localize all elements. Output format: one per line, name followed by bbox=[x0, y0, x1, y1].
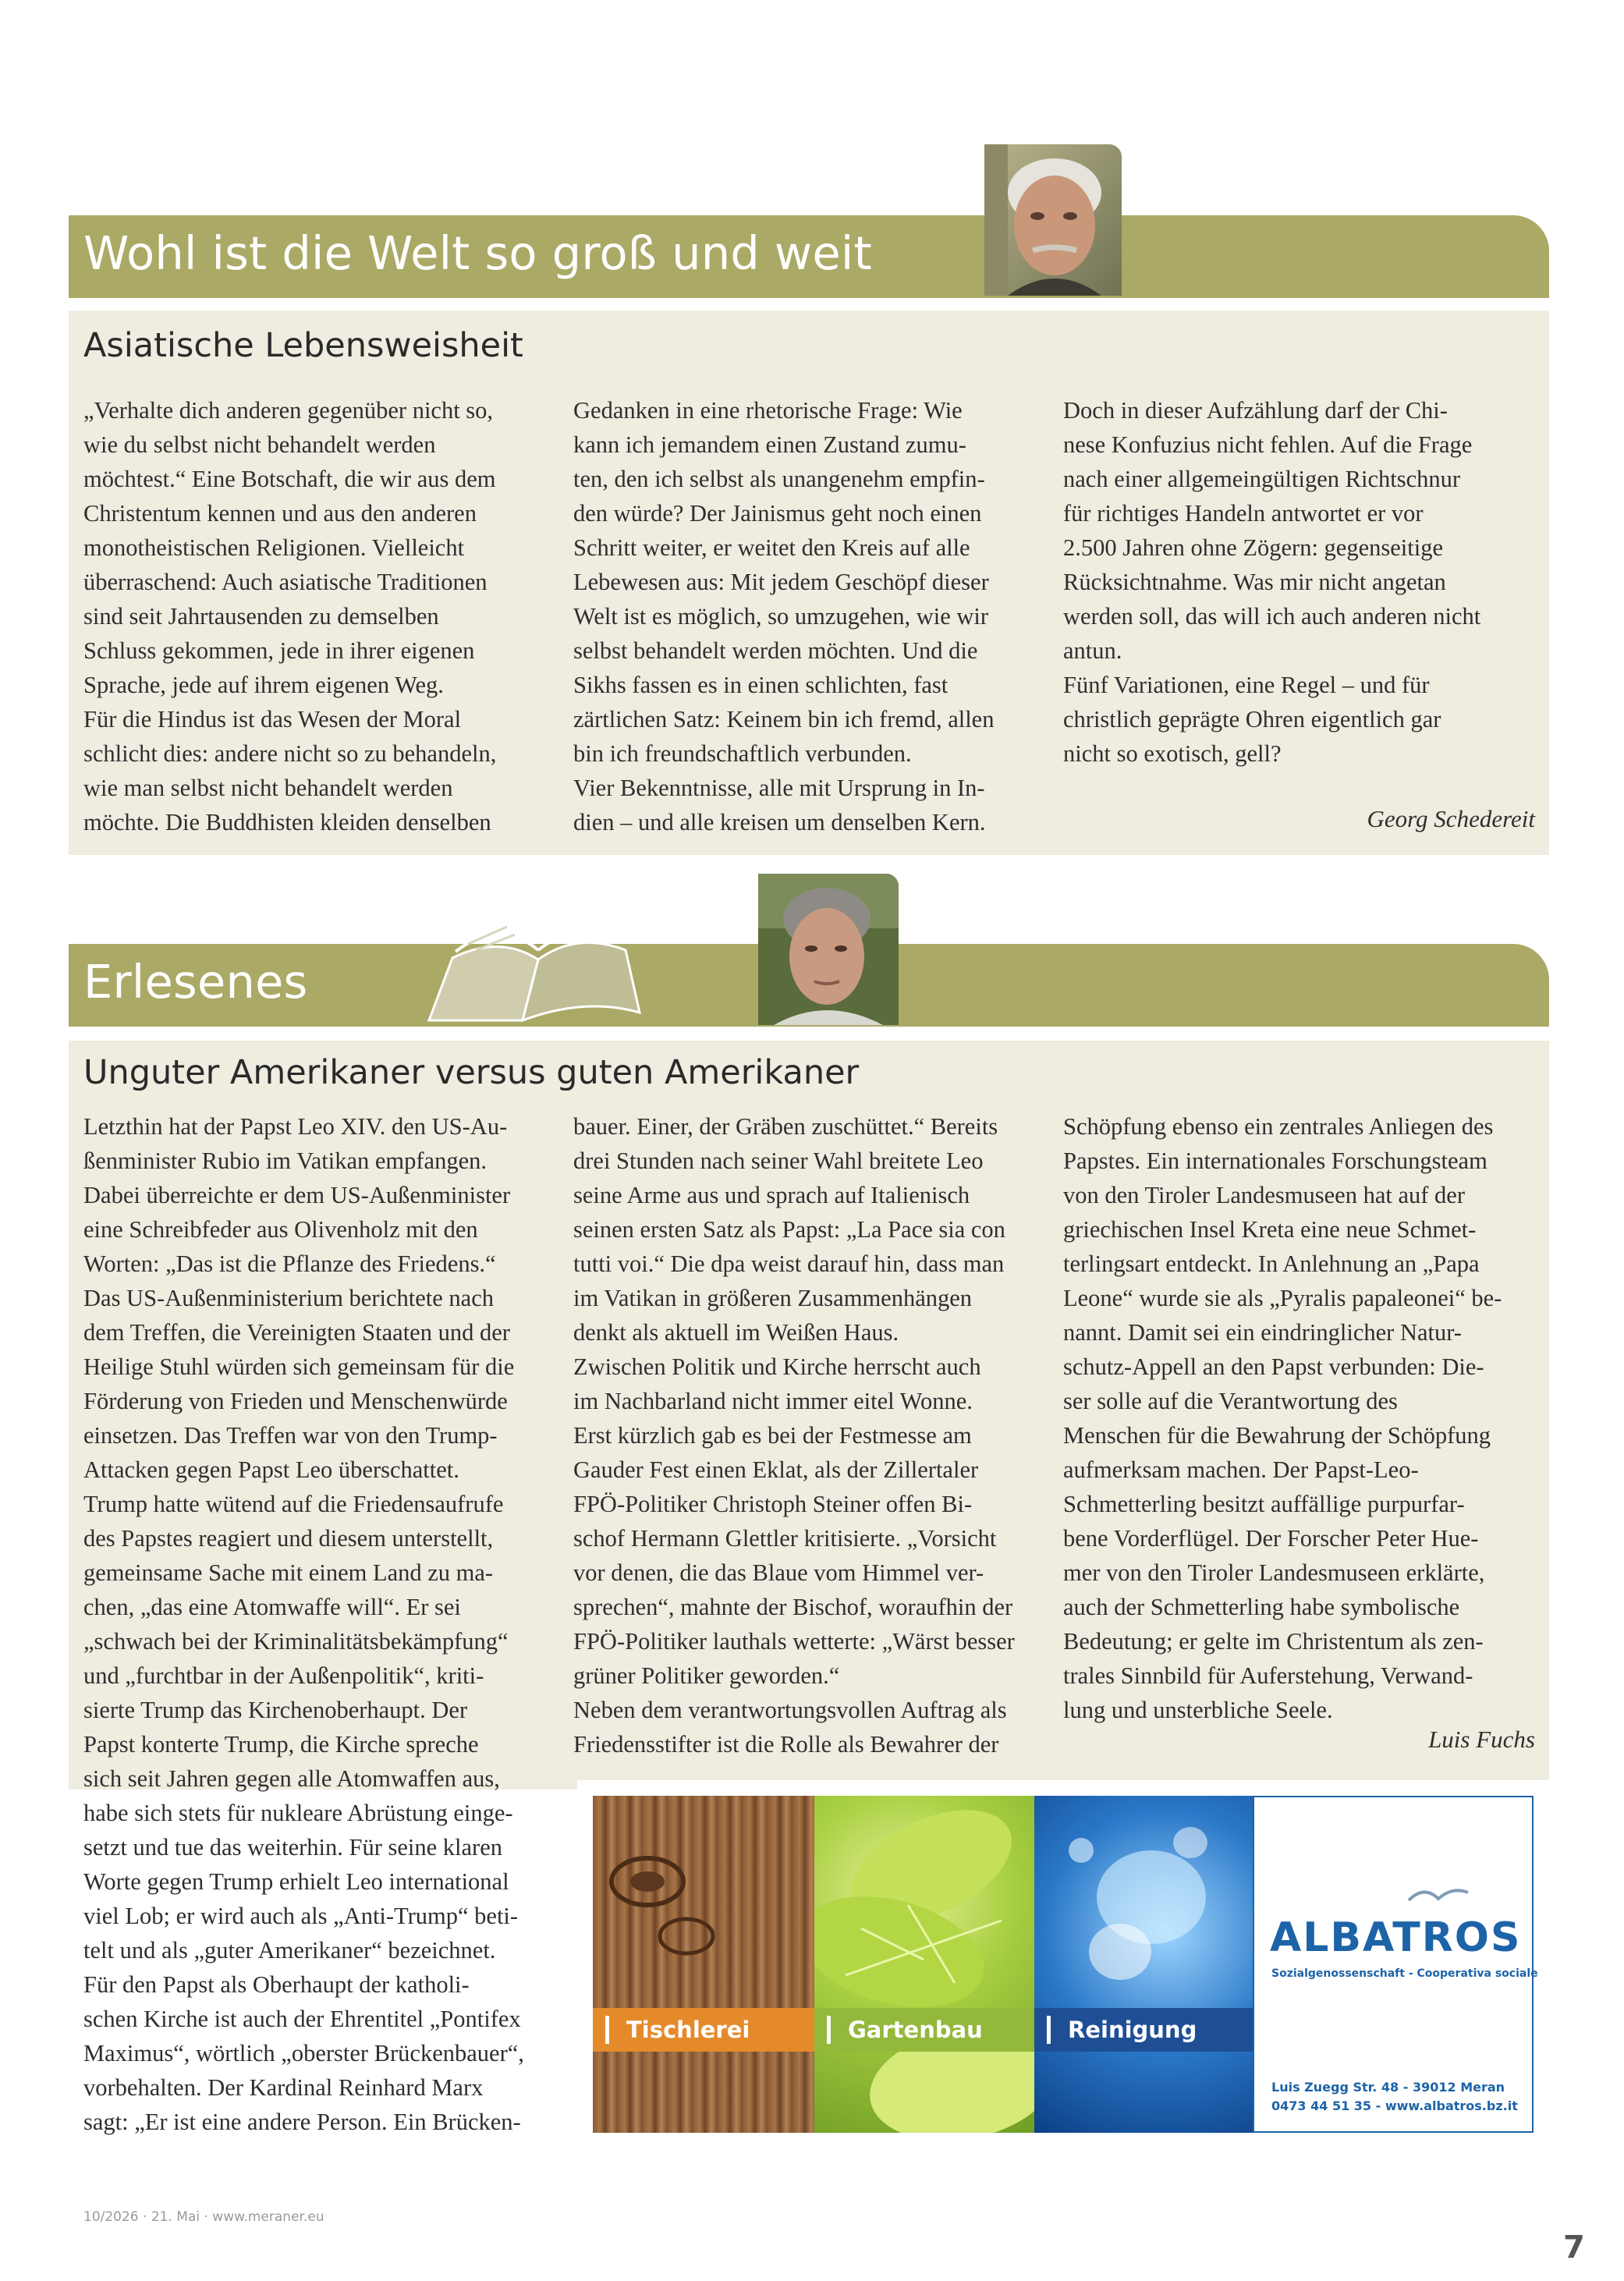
section1-author: Georg Schedereit bbox=[1367, 805, 1535, 832]
ad-label-reinigung: Reinigung bbox=[1047, 2016, 1197, 2044]
section2-column-3: Schöpfung ebenso ein zentrales Anliegen des Papstes. Ein internationales Forschungsteam von den Tiroler Landesmuseen hat auf der griechischen Insel Kreta eine neue Schmet- terlingsart entdeckt. In Anlehnung an „Papa Leone“ wurde sie als „Pyralis papaleonei“ be- nannt. Damit sei ein eindringlicher Natur- schutz-Appell an den Papst verbunden: Die- ser solle auf die Verantwortung des Menschen für die Bewahrung der Schöpfung aufmerksam machen. Der Papst-Leo- Schmetterling besitzt auffällige purpurfar- bene Vorderflügel. Der Forscher Peter Hue- mer von den Tiroler Landesmuseen erklärte, auch der Schmetterling habe symbolische Bedeutung; er gelte im Christentum als zen- trales Sinnbild für Auferstehung, Verwand- lung und unsterbliche Seele. bbox=[1063, 1113, 1502, 1723]
ad-address: Luis Zuegg Str. 48 - 39012 Meran bbox=[1271, 2080, 1505, 2095]
ad-label-gartenbau: Gartenbau bbox=[827, 2016, 983, 2044]
open-book-icon bbox=[421, 903, 647, 1027]
seagull-icon bbox=[1407, 1885, 1470, 1908]
ad-brand-tagline: Sozialgenossenschaft - Cooperativa sociale bbox=[1271, 1967, 1538, 1980]
ad-brand-panel bbox=[1253, 1796, 1538, 2133]
section2-column-2: bauer. Einer, der Gräben zuschüttet.“ Bereits drei Stunden nach seiner Wahl breitete Leo seine Arme aus und sprach auf Italienisch seinen ersten Satz als Papst: „La Pace sia con tutti voi.“ Die dpa weist darauf hin, dass man im Vatikan in größeren Zusammenhängen denkt als aktuell im Weißen Haus. Zwischen Politik und Kirche herrscht auch im Nachbarland nicht immer eitel Wonne. Erst kürzlich gab es bei der Festmesse am Gauder Fest einen Eklat, als der Zillertaler FPÖ-Politiker Christoph Steiner offen Bi- schof Hermann Glettler kritisierte. „Vorsicht vor denen, die das Blaue vom Himmel ver- sprechen“, mahnte der Bischof, woraufhin der FPÖ-Politiker lauthals wetterte: „Wärst besser grüner Politiker geworden.“ Neben dem verantwortungsvollen Auftrag als Friedensstifter ist die Rolle als Bewahrer der bbox=[573, 1113, 1015, 1758]
section1-column-2: Gedanken in eine rhetorische Frage: Wie kann ich jemandem einen Zustand zumu- ten, den ich selbst als unangenehm empfin- den würde? Der Jainismus geht noch einen Schritt weiter, er weitet den Kreis auf alle Lebewesen aus: Mit jedem Geschöpf dieser Welt ist es möglich, so umzugehen, wie wir selbst behandelt werden möchten. Und die Sikhs fassen es in einen schlichten, fast zärtlichen Satz: Keinem bin ich fremd, allen bin ich freundschaftlich verbunden. Vier Bekenntnisse, alle mit Ursprung in In- dien – und alle kreisen um denselben Kern. bbox=[573, 397, 995, 835]
section2-column-1: Letzthin hat der Papst Leo XIV. den US-Au- ßenminister Rubio im Vatikan empfangen. Dabei überreichte er dem US-Außenminister eine Schreibfeder aus Olivenholz mit den Worten: „Das ist die Pflanze des Friedens.“ Das US-Außenministerium berichtete nach dem Treffen, die Vereinigten Staaten und der Heilige Stuhl würden sich gemeinsam für die Förderung von Frieden und Menschenwürde einsetzen. Das Treffen war von den Trump- Attacken gegen Papst Leo überschattet. Trump hatte wütend auf die Friedensaufrufe des Papstes reagiert und diesem unterstellt, gemeinsame Sache mit einem Land zu ma- chen, „das eine Atomwaffe will“. Er sei „schwach bei der Kriminalitätsbekämpfung“ und „furchtbar in der Außenpolitik“, kriti- sierte Trump das Kirchenoberhaupt. Der Papst konterte Trump, die Kirche spreche sich seit Jahren gegen alle Atomwaffen aus, habe sich stets für nukleare Abrüstung einge- setzt und tue das weiterhin. Für seine klaren Worte gegen Trump erhielt Leo international viel Lob; er wird auch als „Anti-Trump“ beti- telt und als „guter Amerikaner“ bezeichnet. Für den Papst als Oberhaupt der katholi- schen Kirche ist auch der Ehrentitel „Pontifex Maximus“, wörtlich „oberster Brückenbauer“, vorbehalten. Der Kardinal Reinhard Marx sagt: „Er ist eine andere Person. Ein Brücken- bbox=[83, 1113, 524, 2135]
section2-subtitle: Unguter Amerikaner versus guten Amerikaner bbox=[83, 1053, 860, 1092]
footer-issue-info: 10/2026 · 21. Mai · www.meraner.eu bbox=[83, 2209, 324, 2225]
page-number: 7 bbox=[1563, 2230, 1585, 2265]
ad-panel-wood bbox=[593, 1796, 814, 2133]
ad-label-tischlerei: Tischlerei bbox=[605, 2016, 750, 2044]
author-photo-luis bbox=[758, 874, 899, 1025]
section2-title: Erlesenes bbox=[83, 955, 308, 1009]
ad-panel-water bbox=[1034, 1796, 1253, 2133]
section1-title: Wohl ist die Welt so groß und weit bbox=[83, 226, 872, 280]
albatros-advertisement[interactable] bbox=[577, 1780, 1549, 2147]
ad-contact: 0473 44 51 35 - www.albatros.bz.it bbox=[1271, 2098, 1518, 2113]
section2-author: Luis Fuchs bbox=[1428, 1726, 1535, 1753]
section1-column-1: „Verhalte dich anderen gegenüber nicht so, wie du selbst nicht behandelt werden möchtest.“ Eine Botschaft, die wir aus dem Christentum kennen und aus den anderen monotheistischen Religionen. Vielleicht überraschend: Auch asiatische Traditionen sind seit Jahrtausenden zu demselben Schluss gekommen, jede in ihrer eigenen Sprache, jede auf ihrem eigenen Weg. Für die Hindus ist das Wesen der Moral schlicht dies: andere nicht so zu behandeln, wie man selbst nicht behandelt werden möchte. Die Buddhisten kleiden denselben bbox=[83, 397, 497, 835]
section1-column-3: Doch in dieser Aufzählung darf der Chi- nese Konfuzius nicht fehlen. Auf die Frage nach einer allgemeingültigen Richtschnur für richtiges Handeln antwortet er vor 2.500 Jahren ohne Zögern: gegenseitige Rücksichtnahme. Was mir nicht angetan werden soll, das will ich auch anderen nicht antun. Fünf Variationen, eine Regel – und für christlich geprägte Ohren eigentlich gar nicht so exotisch, gell? bbox=[1063, 397, 1481, 767]
ad-brand-name: ALBATROS bbox=[1270, 1914, 1522, 1961]
ad-panel-leaves bbox=[814, 1796, 1034, 2133]
author-photo-georg bbox=[984, 144, 1122, 296]
section1-subtitle: Asiatische Lebensweisheit bbox=[83, 326, 523, 365]
